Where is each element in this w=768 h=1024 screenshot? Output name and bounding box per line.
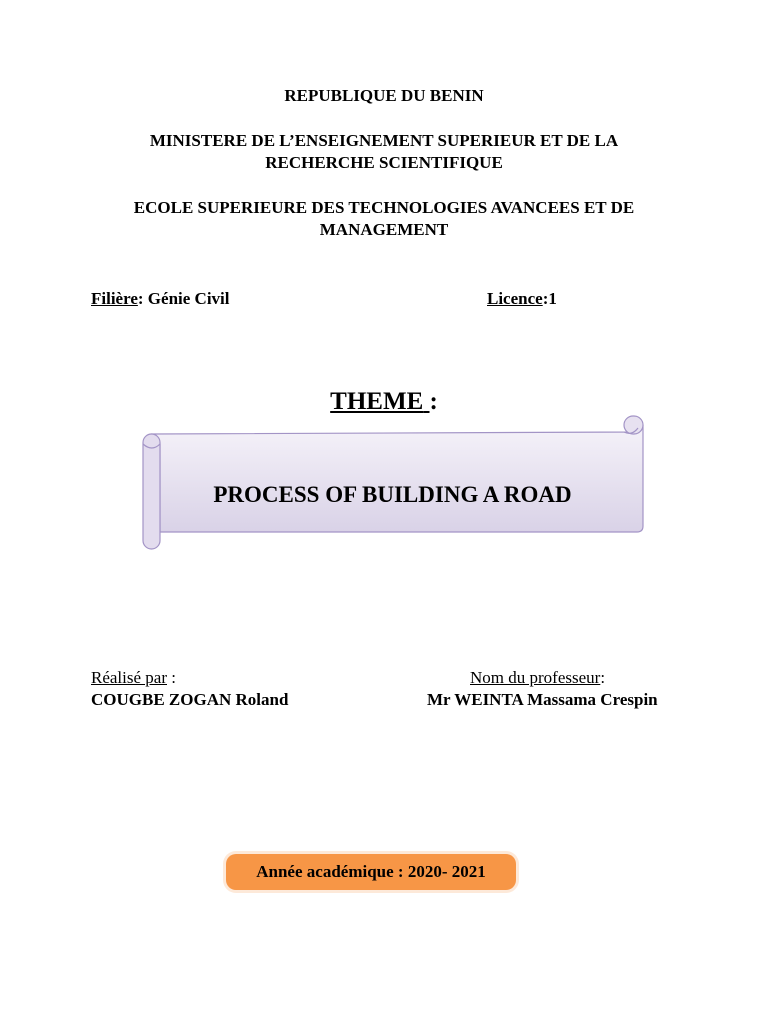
school-heading-line2: MANAGEMENT: [319, 220, 449, 239]
school-heading-line1: ECOLE SUPERIEURE DES TECHNOLOGIES AVANCEES ET DE: [133, 198, 635, 217]
licence-label: Licence: [487, 289, 543, 308]
licence-value: :1: [542, 289, 557, 308]
ministry-heading-line1: MINISTERE DE L’ENSEIGNEMENT SUPERIEUR ET DE LA: [149, 131, 619, 150]
filiere-field: [91, 288, 230, 310]
author-label: Réalisé par: [91, 668, 167, 687]
academic-year-badge: [226, 854, 516, 890]
ministry-heading-line2: RECHERCHE SCIENTIFIQUE: [265, 153, 503, 172]
theme-title: PROCESS OF BUILDING A ROAD: [213, 482, 572, 507]
filiere-value: : Génie Civil: [137, 289, 230, 308]
theme-colon: :: [429, 388, 438, 415]
author-name: COUGBE ZOGAN Roland: [91, 690, 289, 709]
licence-field: [487, 288, 557, 310]
professor-label-colon: :: [600, 668, 606, 687]
theme-label: THEME: [330, 388, 424, 415]
republic-heading: REPUBLIQUE DU BENIN: [284, 86, 484, 105]
academic-year-text: Année académique : 2020- 2021: [256, 862, 486, 881]
professor-name: Mr WEINTA Massama Crespin: [427, 690, 658, 709]
professor-label: Nom du professeur: [470, 668, 601, 687]
author-label-colon: :: [167, 668, 176, 687]
author-label-line: [91, 667, 176, 689]
filiere-label: Filière: [91, 289, 138, 308]
professor-label-line: [470, 667, 605, 689]
